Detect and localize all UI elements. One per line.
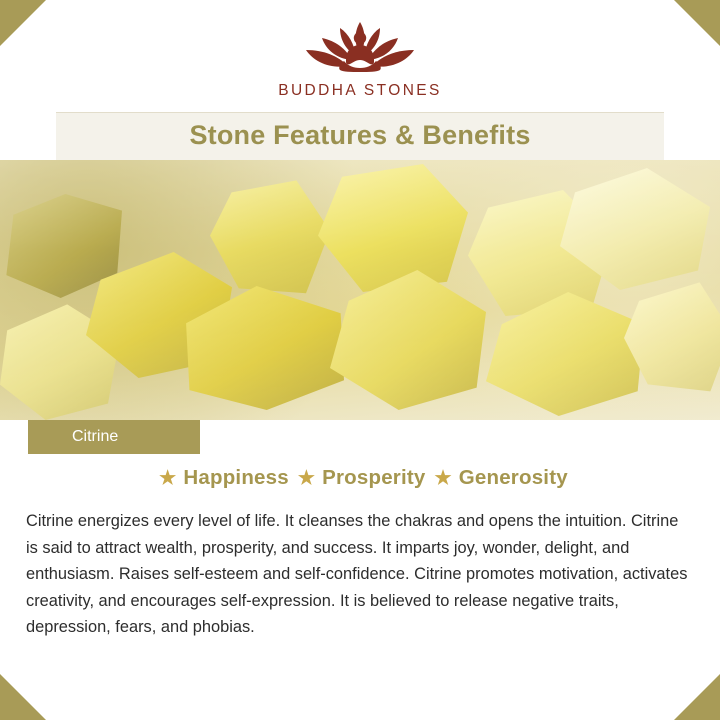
stone-description: Citrine energizes every level of life. It cleanses the chakras and opens the intuition. Citrine is said to attract wealth, prosperity, and success. It imparts joy, wonder, delight, and enthusiasm. Raises self-esteem and self-confidence. Citrine promotes motivation, activates creativity, and encourages self-expression. It is believed to release negative traits, depression, fears, and phobias. (26, 512, 688, 637)
keyword-label: Generosity (458, 466, 568, 489)
star-icon: ★ (434, 467, 452, 489)
footer-spacer (0, 641, 720, 665)
corner-decoration-bottom-right (674, 674, 720, 720)
star-icon: ★ (159, 467, 177, 489)
keyword-happiness (152, 466, 289, 490)
header (0, 0, 720, 160)
page-title: Stone Features & Benefits (189, 120, 531, 150)
corner-decoration-bottom-left (0, 674, 46, 720)
keyword-generosity (428, 466, 568, 490)
stone-photo (0, 160, 720, 420)
keyword-list (0, 454, 720, 500)
keyword-label: Happiness (183, 466, 289, 489)
keyword-label: Prosperity (322, 466, 426, 489)
brand-name: BUDDHA STONES (278, 82, 442, 99)
keyword-prosperity (291, 466, 426, 490)
corner-decoration-top-right (674, 0, 720, 46)
stone-name-plate (28, 420, 200, 454)
title-band (56, 112, 664, 161)
brand-logo (0, 14, 720, 100)
stone-name-bar (0, 420, 720, 454)
star-icon: ★ (297, 467, 316, 489)
corner-decoration-top-left (0, 0, 46, 46)
lotus-meditation-icon (296, 14, 424, 84)
photo-sheen-overlay (0, 160, 720, 420)
stone-name: Citrine (72, 428, 119, 445)
